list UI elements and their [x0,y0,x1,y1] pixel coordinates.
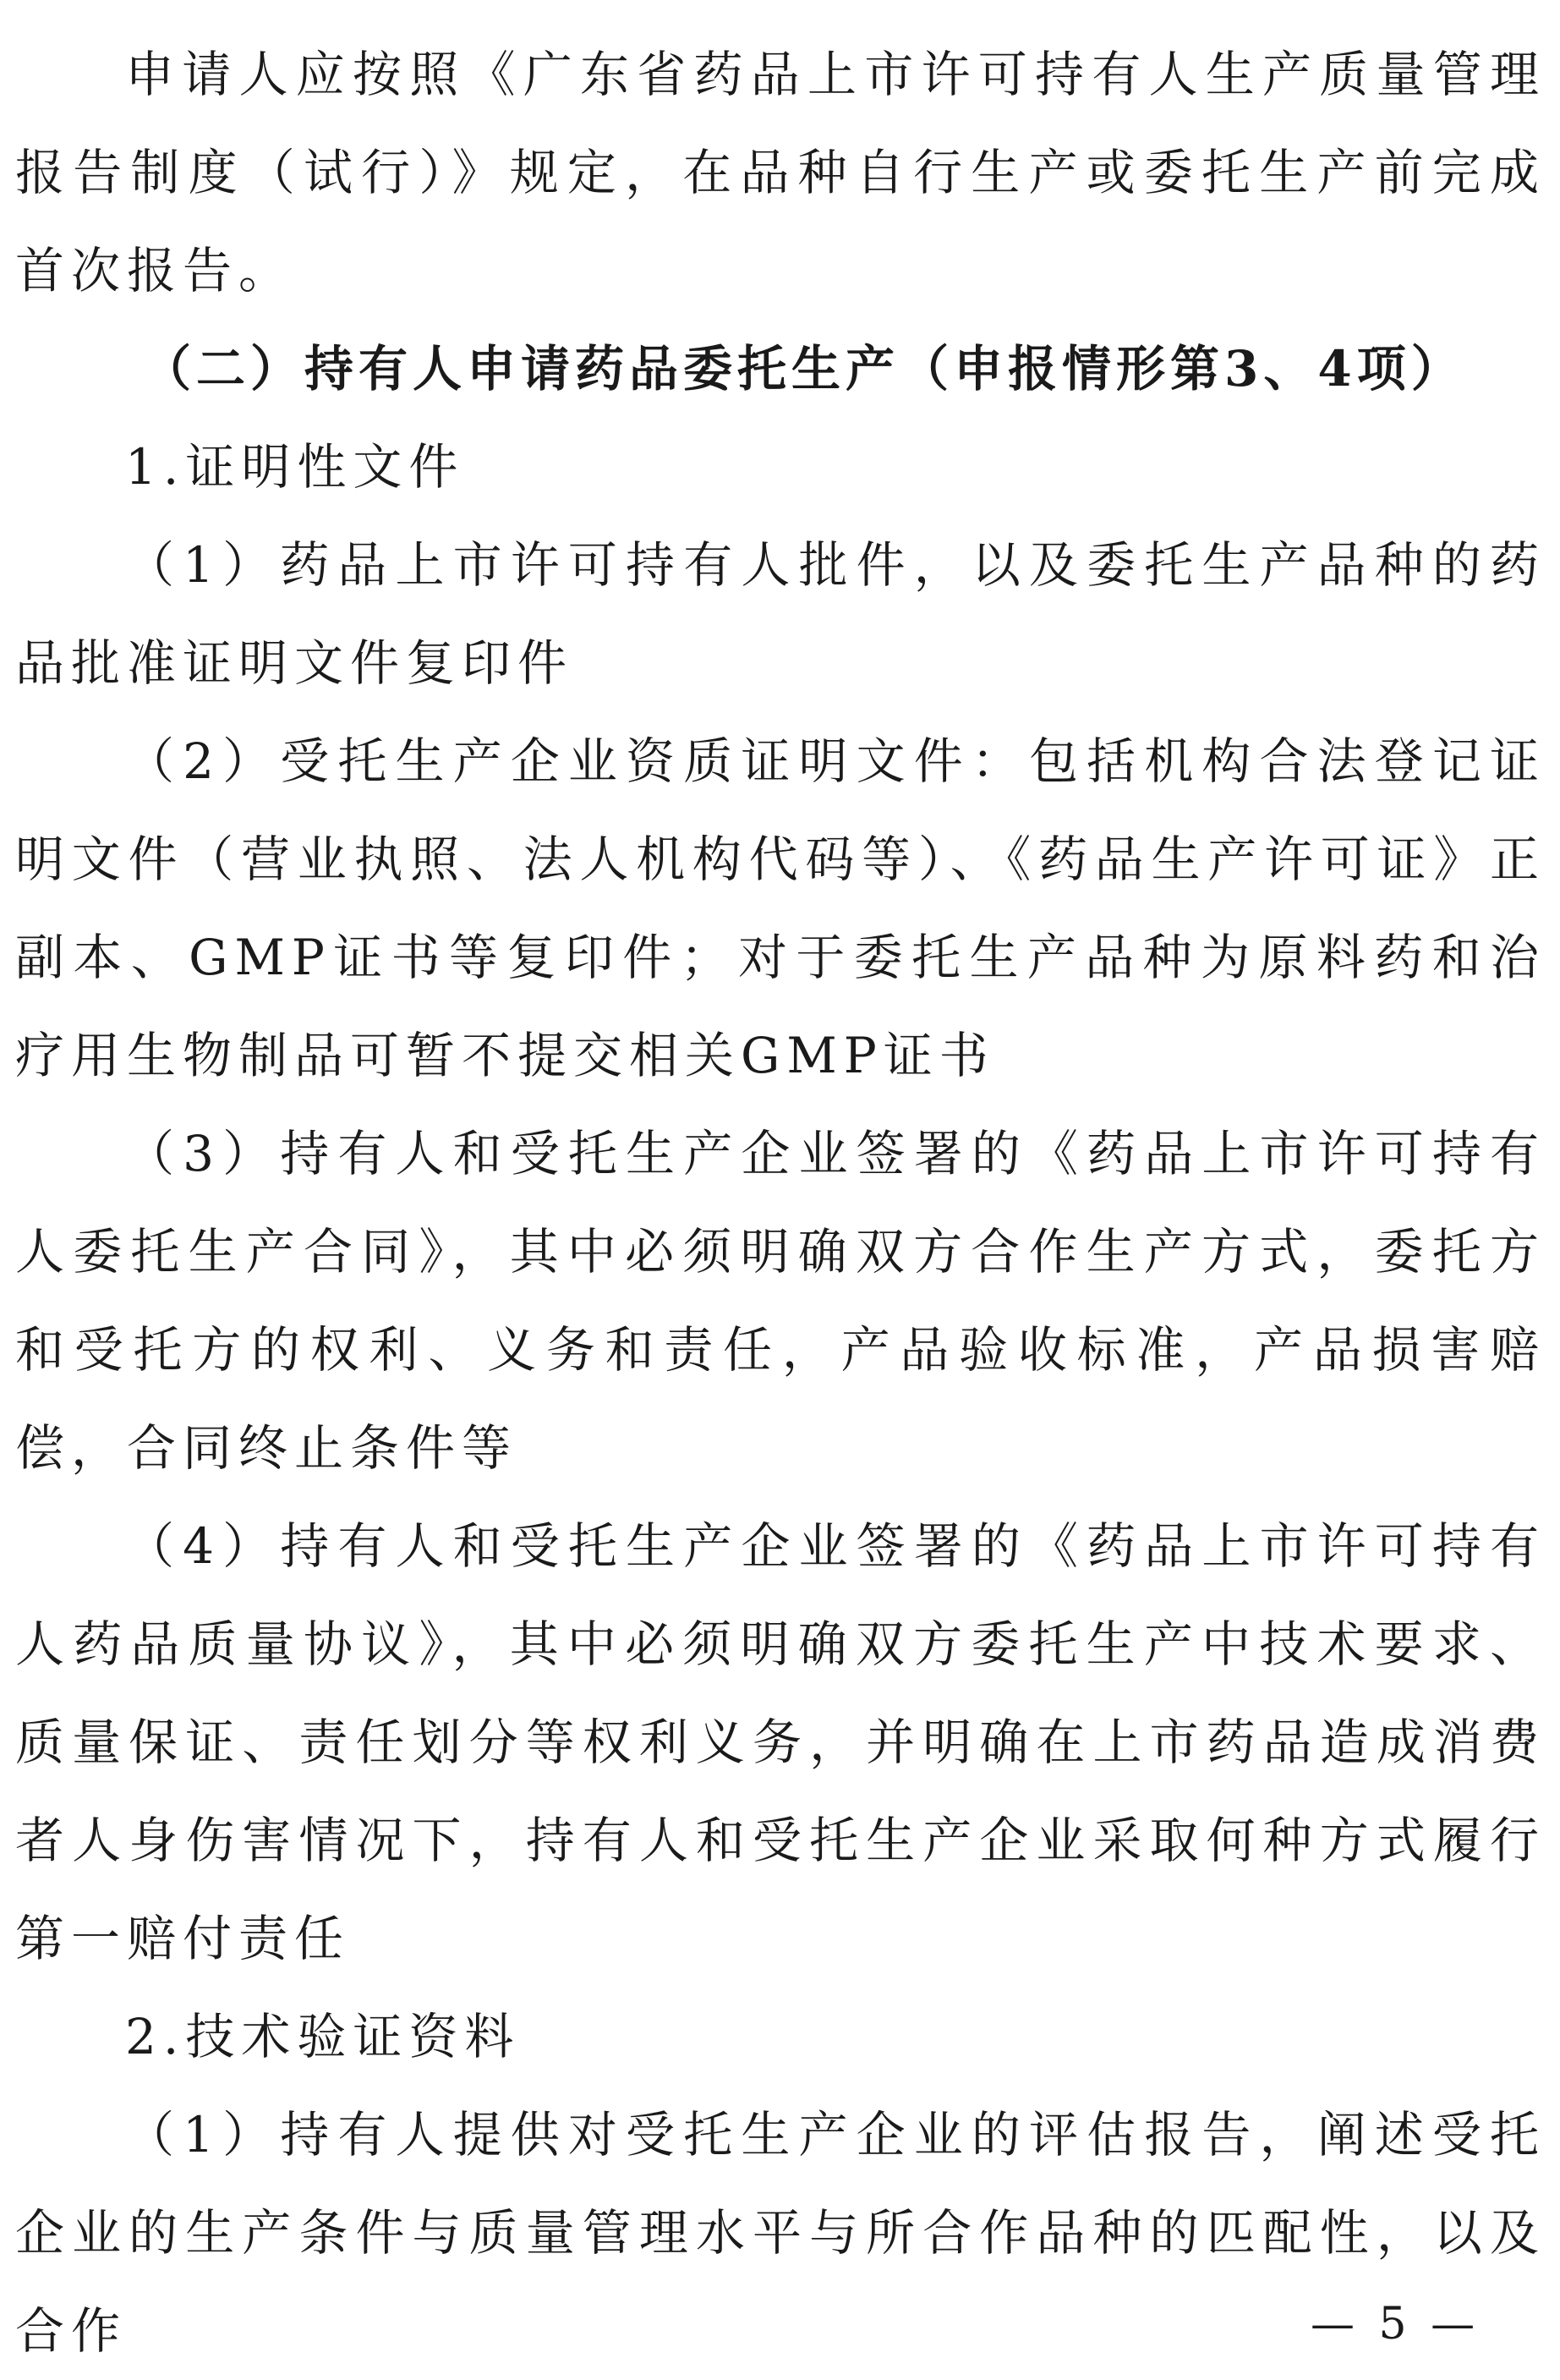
subheading-certificates: 1.证明性文件 [125,438,465,496]
paragraph-technical-item-1: （1）持有人提供对受托生产企业的评估报告，阐述受托企业的生产条件与质量管理水平与所合作品种的匹配性，以及合作 [15,2106,1546,2360]
page-number: — 5 — [1311,2299,1481,2350]
paragraph-item-1: （1）药品上市许可持有人批件，以及委托生产品种的药品批准证明文件复印件 [15,536,1546,692]
subheading-technical-validation: 2.技术验证资料 [125,2008,521,2065]
paragraph-item-4: （4）持有人和受托生产企业签署的《药品上市许可持有人药品质量协议》，其中必须明确双方委托生产中技术要求、质量保证、责任划分等权利义务，并明确在上市药品造成消费者人身伤害情况下，持有人和受托生产企业采取何种方式履行第一赔付责任 [15,1517,1546,1967]
paragraph-item-3: （3）持有人和受托生产企业签署的《药品上市许可持有人委托生产合同》，其中必须明确双方合作生产方式，委托方和受托方的权利、义务和责任，产品验收标准，产品损害赔偿，合同终止条件等 [15,1125,1546,1477]
section-heading-entrusted-production: （二）持有人申请药品委托生产（申报情形第3、4项） [142,340,1465,398]
paragraph-item-2: （2）受托生产企业资质证明文件：包括机构合法登记证明文件（营业执照、法人机构代码等）、《药品生产许可证》正副本、GMP证书等复印件；对于委托生产品种为原料药和治疗用生物制品可暂不提交相关GMP证书 [15,732,1546,1084]
paragraph-report-requirement: 申请人应按照《广东省药品上市许可持有人生产质量管理报告制度（试行）》规定，在品种自行生产或委托生产前完成首次报告。 [15,46,1546,299]
document-page [15,25,1546,2380]
